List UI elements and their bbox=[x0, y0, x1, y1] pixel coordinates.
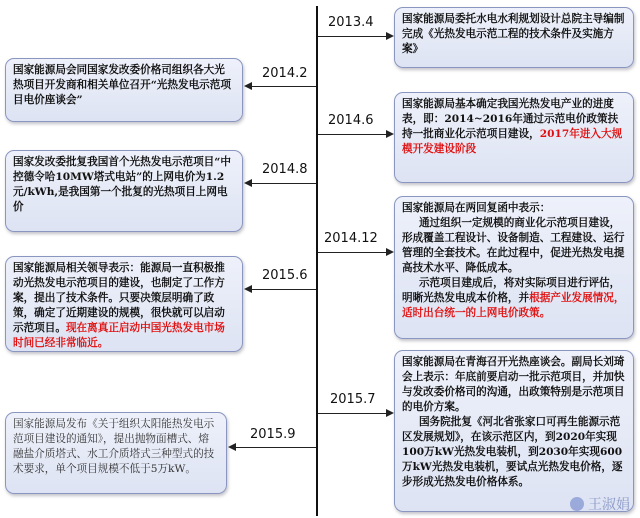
event-box-2015-9 bbox=[5, 412, 227, 494]
date-label-2015-9: 2015.9 bbox=[250, 427, 296, 442]
highlight-text: 2017年进入大规模开发建设阶段 bbox=[402, 128, 623, 155]
event-text: 国家能源局相关领导表示：能源局一直积极推动光热发电示范项目的建设，也制定了工作方案，提出了技术条件。只要决策层明确了政策，确定了近期建设的规模，很快就可以启动示范项目。 bbox=[13, 262, 225, 334]
event-paragraph bbox=[402, 355, 626, 415]
watermark-text: 王淑娟 bbox=[588, 497, 630, 513]
event-text: 示范项目建成后，将对实际项目进行评估，明晰光热发电成本价格，并 bbox=[402, 277, 621, 304]
event-text: 国家能源局委托水电水利规划设计总院主导编制完成《光热发电示范工程的技术条件及实施方案》 bbox=[402, 13, 625, 55]
event-paragraph bbox=[402, 97, 626, 157]
event-box-2015-6 bbox=[5, 256, 243, 352]
date-label-2015-6: 2015.6 bbox=[262, 268, 308, 283]
connector-arrow-2014-6 bbox=[318, 134, 392, 135]
timeline-axis bbox=[316, 6, 318, 516]
date-label-2014-12: 2014.12 bbox=[324, 231, 378, 246]
watermark bbox=[570, 494, 630, 514]
wechat-icon bbox=[570, 497, 584, 511]
event-box-2014-6 bbox=[394, 92, 634, 183]
event-paragraph bbox=[13, 417, 219, 477]
event-box-2014-8 bbox=[5, 150, 243, 232]
event-box-2014-12 bbox=[394, 196, 634, 339]
date-label-2014-6: 2014.6 bbox=[328, 113, 374, 128]
event-paragraph bbox=[402, 12, 626, 57]
event-text: 国家能源局在两回复函中表示： bbox=[402, 202, 551, 214]
connector-arrow-2014-12 bbox=[318, 252, 392, 253]
date-label-2014-8: 2014.8 bbox=[262, 162, 308, 177]
connector-arrow-2015-7 bbox=[318, 413, 392, 414]
connector-arrow-2015-6 bbox=[246, 289, 316, 290]
event-box-2015-7 bbox=[394, 350, 634, 512]
date-label-2015-7: 2015.7 bbox=[330, 392, 376, 407]
date-label-2014-2: 2014.2 bbox=[262, 66, 308, 81]
connector-arrow-2015-9 bbox=[230, 447, 316, 448]
event-paragraph bbox=[402, 415, 626, 490]
connector-arrow-2014-8 bbox=[246, 183, 316, 184]
event-text: 国家能源局基本确定我国光热发电产业的进度表，即：2014~2016年通过示范电价政策扶持一批商业化示范项目建设， bbox=[402, 98, 619, 140]
event-paragraph bbox=[13, 155, 235, 215]
event-text: 通过组织一定规模的商业化示范项目建设，形成覆盖工程设计、设备制造、工程建设、运行管理的全套技术。在此过程中，促进光热发电提高技术水平、降低成本。 bbox=[402, 217, 625, 274]
event-text: 国家发改委批复我国首个光热发电示范项目“中控德令哈10MW塔式电站”的上网电价为1.2元/kWh,是我国第一个批复的光热项目上网电价 bbox=[13, 156, 231, 213]
event-text: 国家能源局发布《关于组织太阳能热发电示范项目建设的通知》，提出抛物面槽式、熔融盐介质塔式、水工介质塔式三种型式的技术要求，单个项目规模不低于5万kW。 bbox=[13, 418, 215, 475]
highlight-text: 现在离真正启动中国光热发电市场时间已经非常临近。 bbox=[13, 322, 225, 349]
date-label-2013-4: 2013.4 bbox=[328, 15, 374, 30]
event-text: 国家能源局在青海召开光热座谈会。副局长刘琦会上表示：年底前要启动一批示范项目，并加快与发改委价格司的沟通，出政策特别是示范项目的电价方案。 bbox=[402, 356, 625, 413]
connector-arrow-2013-4 bbox=[318, 36, 392, 37]
event-paragraph bbox=[13, 261, 235, 351]
event-paragraph bbox=[402, 216, 626, 276]
connector-arrow-2014-2 bbox=[246, 86, 316, 87]
event-box-2014-2 bbox=[5, 58, 243, 122]
event-text: 国务院批复《河北省张家口可再生能源示范区发展规划》，在该示范区内，到2020年实现100万kW光热发电装机，到2030年实现600万kW光热发电装机，要试点光热发电价格，逐步形成光热发电价格体系。 bbox=[402, 416, 623, 488]
event-paragraph bbox=[402, 201, 626, 216]
highlight-text: 根据产业发展情况，适时出台统一的上网电价政策。 bbox=[402, 292, 625, 319]
event-text: 国家能源局会同国家发改委价格司组织各大光热项目开发商和相关单位召开“光热发电示范项目电价座谈会” bbox=[13, 64, 231, 106]
event-box-2013-4 bbox=[394, 7, 634, 68]
event-paragraph bbox=[402, 276, 626, 321]
event-paragraph bbox=[13, 63, 235, 108]
